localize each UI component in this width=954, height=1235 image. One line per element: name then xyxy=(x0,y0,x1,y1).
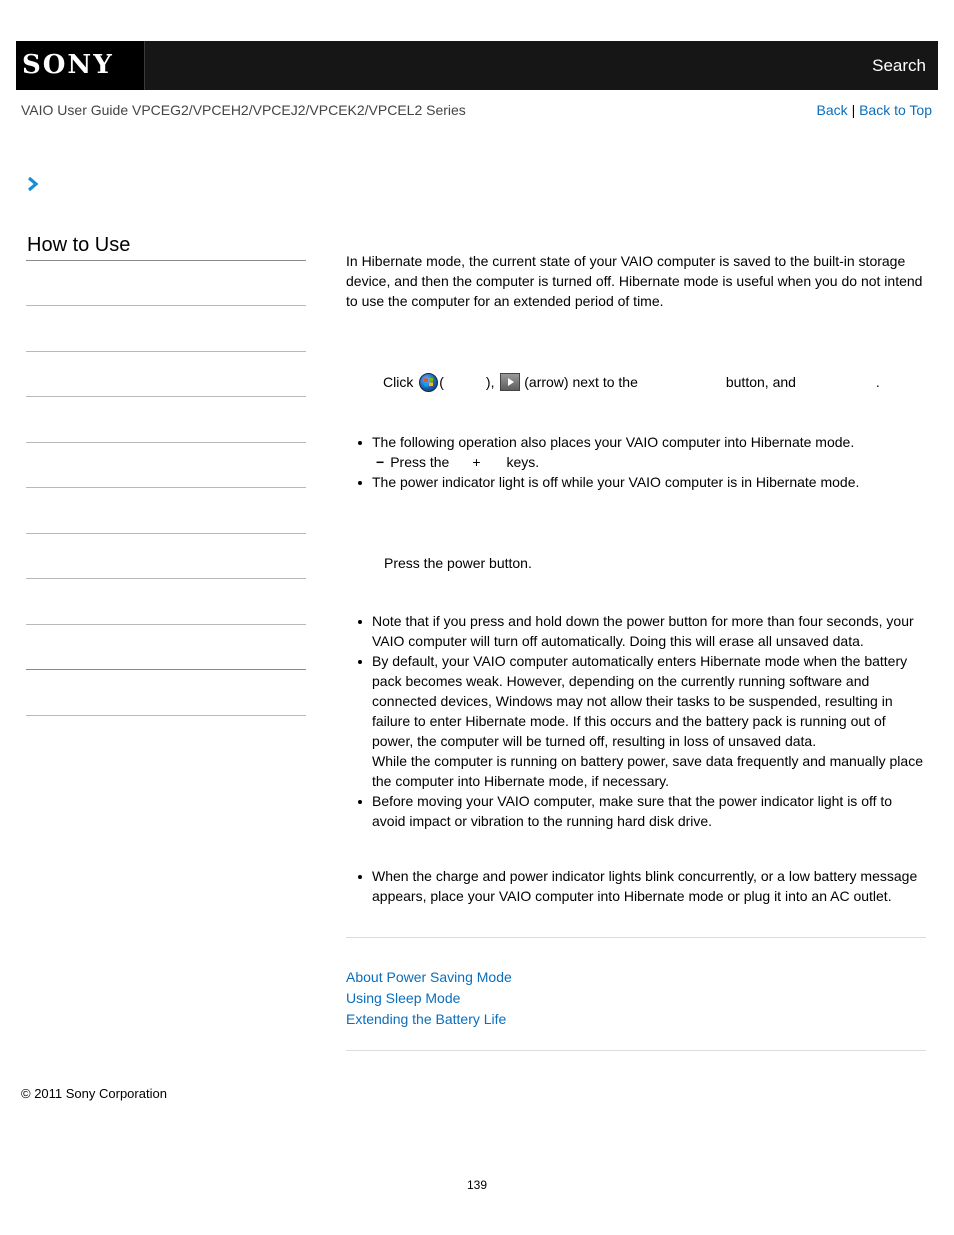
sub-note: − Press the + keys. xyxy=(376,454,540,470)
notes-list xyxy=(358,432,928,492)
sidebar-divider xyxy=(26,351,306,352)
related-link[interactable]: Extending the Battery Life xyxy=(346,1011,507,1027)
back-link[interactable]: Back xyxy=(816,102,848,118)
section-divider xyxy=(346,937,926,938)
list-item: Note that if you press and hold down the power button for more than four seconds, your VAIO computer will turn off automatically. Doing this will erase all unsaved data. xyxy=(358,611,928,651)
related-link[interactable]: About Power Saving Mode xyxy=(346,969,512,985)
return-step: Press the power button. xyxy=(384,555,532,571)
chevron-right-icon[interactable] xyxy=(26,176,40,192)
windows-start-icon xyxy=(419,373,438,392)
notes-list xyxy=(358,866,928,906)
sidebar-divider xyxy=(26,715,306,716)
sidebar-divider xyxy=(26,396,306,397)
sony-logo-box[interactable] xyxy=(16,41,145,90)
list-item: The following operation also places your VAIO computer into Hibernate mode. − Press the + keys. xyxy=(358,432,928,472)
list-item: When the charge and power indicator lights blink concurrently, or a low battery message appears, place your VAIO computer into Hibernate mode or plug it into an AC outlet. xyxy=(358,866,928,906)
top-bar xyxy=(16,41,938,90)
sidebar-divider xyxy=(26,260,306,261)
related-link[interactable]: Using Sleep Mode xyxy=(346,990,461,1006)
list-item: The power indicator light is off while your VAIO computer is in Hibernate mode. xyxy=(358,472,928,492)
copyright: © 2011 Sony Corporation xyxy=(21,1086,167,1101)
activate-step: Click ( ), (arrow) next to the button, and . xyxy=(383,374,880,390)
sidebar-divider xyxy=(26,624,306,625)
related-topics xyxy=(346,967,512,1030)
arrow-icon xyxy=(500,373,520,391)
sidebar-divider xyxy=(26,533,306,534)
page-number: 139 xyxy=(466,1178,488,1192)
sidebar-title: How to Use xyxy=(27,234,131,256)
sony-logo: SONY xyxy=(22,50,114,80)
notes-list xyxy=(358,611,928,831)
intro-paragraph: In Hibernate mode, the current state of your VAIO computer is saved to the built-in storage device, and then the computer is turned off. Hibernate mode is useful when you do not intend to use the computer for an extended period of time. xyxy=(346,253,923,309)
back-to-top-link[interactable]: Back to Top xyxy=(859,102,932,118)
sidebar-divider xyxy=(26,669,306,670)
sidebar-divider xyxy=(26,442,306,443)
list-item: By default, your VAIO computer automatically enters Hibernate mode when the battery pack becomes weak. However, depending on the currently running software and connected devices, Windows may not allow their tasks to be suspended, resulting in failure to enter Hibernate mode. If this occurs and the battery pack is running out of power, the computer will be turned off, resulting in loss of unsaved data. While the computer is running on battery power, save data frequently and manually place the computer into Hibernate mode, if necessary. xyxy=(358,651,928,791)
sidebar-divider xyxy=(26,487,306,488)
list-item: Before moving your VAIO computer, make sure that the power indicator light is off to avoid impact or vibration to the running hard disk drive. xyxy=(358,791,928,831)
search-link[interactable]: Search xyxy=(872,56,926,75)
nav-separator: | xyxy=(851,102,856,118)
guide-title: VAIO User Guide VPCEG2/VPCEH2/VPCEJ2/VPCEK2/VPCEL2 Series xyxy=(21,102,466,118)
section-divider xyxy=(346,1050,926,1051)
nav-links xyxy=(817,101,932,119)
sidebar-divider xyxy=(26,578,306,579)
sidebar-divider xyxy=(26,305,306,306)
